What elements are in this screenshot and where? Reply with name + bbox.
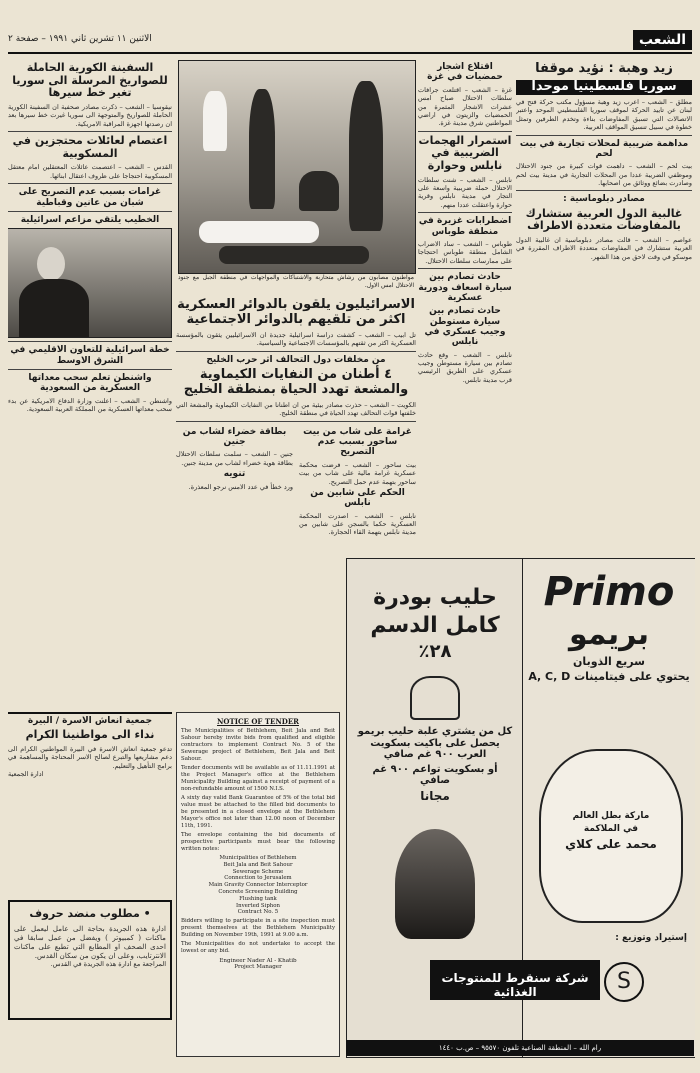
- notice-subtitle: نداء الى مواطنينا الكرام: [25, 728, 155, 742]
- headline: خطة اسرائيلية للتعاون الاقليمي في الشرق الاوسط: [10, 345, 170, 366]
- headline: حادث تصادم بين سيارة مستوطن وجيب عسكري في نابلس: [424, 306, 506, 348]
- tender-notice: [176, 712, 340, 1057]
- company-address: رام الله – المنطقة الصناعية تلفون ٩٥٥٧٠ – ص.ب ١٤٤٠: [346, 1040, 694, 1056]
- tender-list: Municipalities of Bethlehem Beit Jala and Beit Sahour Sewerage Scheme Connection to Jerusalem Main Gravity Connector Interceptor Concrete Screening Building Flushing tank Inverted Siphon Contract No. 5: [208, 855, 308, 916]
- masthead-logo: الشعب: [633, 30, 692, 50]
- primo-tagline: سريع الذوبان: [573, 654, 645, 668]
- ribbon-icon: [410, 676, 460, 720]
- headline: واشنطن تعلم سحب معداتها العسكرية من السعودية: [28, 372, 152, 394]
- distribution-label: إستيراد وتوزيع :: [615, 933, 687, 943]
- headline: غرامة على شاب من بيت ساحور بسبب عدم التصريح: [303, 426, 412, 458]
- news-photo: [178, 60, 416, 274]
- article-body: تل ابيب – الشعب – كشفت دراسة اسرائيلية جديدة ان الاسرائيليين يثقون بالمؤسسة العسكرية اكثر من ثقتهم بالمؤسسات الاجتماعية والسياسية.: [176, 330, 416, 348]
- page-header: [8, 30, 692, 54]
- milk-title: حليب بودرة: [373, 585, 497, 610]
- tender-signature: Engineer Nader Al - Khatib: [219, 958, 297, 965]
- headline: استمرار الهجمات الضريبية في نابلس وحوارة: [418, 133, 512, 172]
- wanted-footer: المراجعة مع ادارة هذه الجريدة في القدس.: [50, 959, 166, 968]
- article-body: نابلس – الشعب – شنت سلطات الاحتلال حملة ضريبية واسعة على التجار في مدينة نابلس وقرية حوارة واعتقلت عددا منهم.: [418, 175, 512, 209]
- portrait-photo: [8, 228, 172, 338]
- headline: غرامات بسبب عدم التصريح على شبان من عانين وقباطية: [18, 187, 162, 208]
- milk-subtitle: كامل الدسم: [370, 613, 500, 639]
- date-line: الاثنين ١١ تشرين ثاني ١٩٩١ – صفحة ٢: [8, 34, 152, 44]
- promo-text: كل من يشتري علبة حليب بريمو يحصل على باكيت بسكويت العرب ٩٠٠ غم صافي: [357, 726, 513, 761]
- subheadline: من مخلفات دول التحالف اثر حرب الخليج: [206, 354, 386, 365]
- boxer-photo: [395, 829, 475, 939]
- tender-role: Project Manager: [234, 964, 282, 971]
- promo-free: مجانا: [420, 788, 450, 803]
- article-body: ورد خطأ في عدد الامس نرجو المعذرة.: [188, 482, 293, 491]
- notice-title: جمعية انعاش الاسرة / البيرة: [27, 716, 153, 726]
- notice-body: تدعو جمعية انعاش الاسرة في البيرة المواطنين الكرام الى دعم مشاريعها والتبرع لصالح الاسر المحتاجة والمساهمة في برامج التأهيل والتعليم.: [8, 744, 172, 770]
- company-logo-icon: S: [604, 962, 644, 1002]
- headline: سوريا فلسطينيا موحدا: [516, 80, 692, 95]
- article-body: واشنطن – الشعب – اعلنت وزارة الدفاع الامريكية عن بدء سحب معداتها العسكرية من المملكة العربية السعودية.: [8, 396, 172, 414]
- headline: حادث تصادم بين سيارة اسعاف ودورية عسكرية: [418, 272, 512, 303]
- article-body: نيقوسيا – الشعب – ذكرت مصادر صحفية ان السفينة الكورية الحاملة للصواريخ والمتوجهة الى سوريا غيرت خط سيرها بعد ان رصدتها اجهزة المراقبة الامريكية.: [8, 102, 172, 128]
- jar-text: في الملاكمة: [583, 824, 639, 835]
- association-notice: [8, 712, 172, 899]
- article-body: القدس – الشعب – اعتصمت عائلات المعتقلين امام معتقل المسكوبية احتجاجا على ظروف اعتقال ابنائها.: [8, 163, 172, 180]
- promo-text: أو بسكويت تواعم ٩٠٠ غم صافي: [372, 763, 498, 787]
- photo-caption: مواطنون مصابون من رشاش متحاربة والاشتباكات والمواجهات في منطقة الجبل مع جنود الاحتلال امس الاول.: [178, 274, 414, 289]
- wanted-body: ادارة هذه الجريدة بحاجة الى عامل ليعمل على ماكنات ( كمبيوتر ) ويفضل من عمل سابقا في احدى الصحف او المطابع التي تطبع على ماكنات الانترتايب، وعلى ان يكون من سكان القدس.: [14, 923, 166, 960]
- headline: بطاقة خضراء لشاب من جنين: [182, 426, 287, 448]
- jar-text: ماركة بطل العالم: [572, 811, 650, 821]
- article-body: بيت لحم – الشعب – داهمت قوات كبيرة من جنود الاحتلال وموظفي الضريبة عددا من المحلات التجارية في مدينة بيت لحم وصادرت بضائع ووثائق من اصحابها.: [516, 162, 692, 187]
- tender-paragraph: Tender documents will be available as of 11.11.1991 at the Project Manager's office at the Bethlehem Municipality Building against a receipt of payment of a non-refundable amount of 1500 N.I.S.: [181, 765, 335, 792]
- notice-signature: ادارة الجمعية: [8, 770, 44, 779]
- headline: اقتلاع اشجار حمضيات في غزة: [427, 62, 503, 83]
- jar-name: محمد على كلاي: [565, 836, 657, 851]
- headline: الاسرائيليون يلقون بالدوائر العسكرية اكثر من تلقيهم بالدوائر الاجتماعية: [177, 297, 415, 327]
- wanted-ad: [8, 900, 172, 1020]
- headline: اعتصام لعائلات محتجزين في المسكوبية: [12, 134, 168, 160]
- primo-logo-latin: Primo: [543, 569, 675, 615]
- primo-logo-arabic: بريمو: [568, 617, 650, 652]
- headline: غالبية الدول العربية ستشارك بالمفاوضات متعددة الاطراف: [525, 206, 683, 233]
- wanted-title: • مطلوب منضد حروف: [29, 907, 151, 920]
- headline: زيد وهبة : نؤيد موقفا: [535, 61, 673, 76]
- milk-jar-icon: [539, 749, 683, 923]
- tender-paragraph: The envelope containing the bid documents of prospective participants must bear the following written notes:: [181, 832, 335, 852]
- company-name: شركة سنقرط للمنتوجات الغذائية: [441, 971, 589, 999]
- headline: السفينة الكورية الحاملة للصواريخ المرسلة الى سوريا تغير خط سيرها: [12, 61, 168, 100]
- article-body: نابلس – الشعب – وقع حادث تصادم بين سيارة مستوطن وجيب عسكري على الطريق الرئيسي قرب مدينة نابلس.: [418, 350, 512, 384]
- headline: الحكم على شابين من نابلس: [310, 487, 405, 509]
- headline: اضطرابات غزيرة في منطقة طوباس: [418, 216, 512, 237]
- article-body: نابلس – الشعب – اصدرت المحكمة العسكرية حكما بالسجن على شابين من مدينة نابلس بتهمة القاء الحجارة.: [299, 511, 416, 537]
- headline: تنويه: [223, 469, 246, 480]
- headline: مداهمة ضريبية لمحلات تجارية في بيت لحم: [519, 138, 689, 159]
- article-body: بيت ساحور – الشعب – فرضت محكمة عسكرية غرامة مالية على شاب من بيت ساحور بتهمة عدم حمل التصريح.: [299, 460, 416, 486]
- fat-percent: ٢٨٪: [418, 640, 452, 662]
- company-banner: [430, 960, 600, 1000]
- column-left: [8, 60, 172, 710]
- article-body: مطلق – الشعب – اعرب زيد وهبة مسؤول مكتب حركة فتح في لبنان عن تاييد الحركة لموقف سوريا الفلسطيني الموحد واعتبر الاتصالات التي تسبق المفاوضات بناءة وتخدم الطرفين وتمثل خطوة في سبيل تنسيق المواقف العربية.: [516, 97, 692, 132]
- headline: الخطيب يلتقي مزاعم اسرائيلية: [20, 214, 160, 225]
- column-right: [516, 60, 692, 550]
- headline: ٤ أطنان من النفايات الكيماوية والمشعة تهدد الحياة بمنطقة الخليج: [183, 367, 409, 397]
- tender-paragraph: The Municipalities of Bethlehem, Beit Jala and Beit Sahour hereby invite bids from qualified and eligible contractors to implement Contract No. 5 of the Sewerage project of Bethlehem, Beit Jala and Beit Sahour.: [181, 728, 335, 762]
- vitamins-text: يحتوي على فيتامينات A, C, D: [528, 670, 690, 684]
- subheadline: مصادر دبلوماسية :: [563, 194, 645, 205]
- tender-title: NOTICE OF TENDER: [217, 717, 299, 726]
- article-body: غزة – الشعب – اقتلعت جرافات سلطات الاحتلال صباح امس عشرات الاشجار المثمرة من الحمضيات والزيتون في اراضي المواطنين شرق مدينة غزة.: [418, 85, 512, 128]
- article-body: عواصم – الشعب – قالت مصادر دبلوماسية ان غالبية الدول العربية ستشارك في المفاوضات متعددة الاطراف المقررة في موسكو في وقت لاحق من هذا الشهر.: [516, 236, 692, 261]
- tender-paragraph: A sixty day valid Bank Guarantee of 5% of the total bid value must be attached to the filled bid documents to be presented in a closed envelope at the Bethlehem Mayor's office not later than 12.00 noon of December 11th, 1991.: [181, 795, 335, 829]
- article-body: جنين – الشعب – سلمت سلطات الاحتلال بطاقة هوية خضراء لشاب من مدينة جنين.: [176, 450, 293, 467]
- tender-paragraph: The Municipalities do not undertake to accept the lowest or any bid.: [181, 941, 335, 955]
- article-body: طوباس – الشعب – ساد الاضراب الشامل منطقة طوباس احتجاجا على ممارسات سلطات الاحتلال.: [418, 239, 512, 265]
- tender-paragraph: Bidders willing to participate in a site inspection must present themselves at the Bethlehem Municipality Building on November 19th, 1991 at 9.00 a.m.: [181, 918, 335, 939]
- column-mid: [418, 60, 512, 550]
- article-body: الكويت – الشعب – حذرت مصادر بيئية من ان اطنانا من النفايات الكيماوية والمشعة التي خلفتها قوات التحالف تهدد الحياة في منطقة الخليج.: [176, 400, 416, 418]
